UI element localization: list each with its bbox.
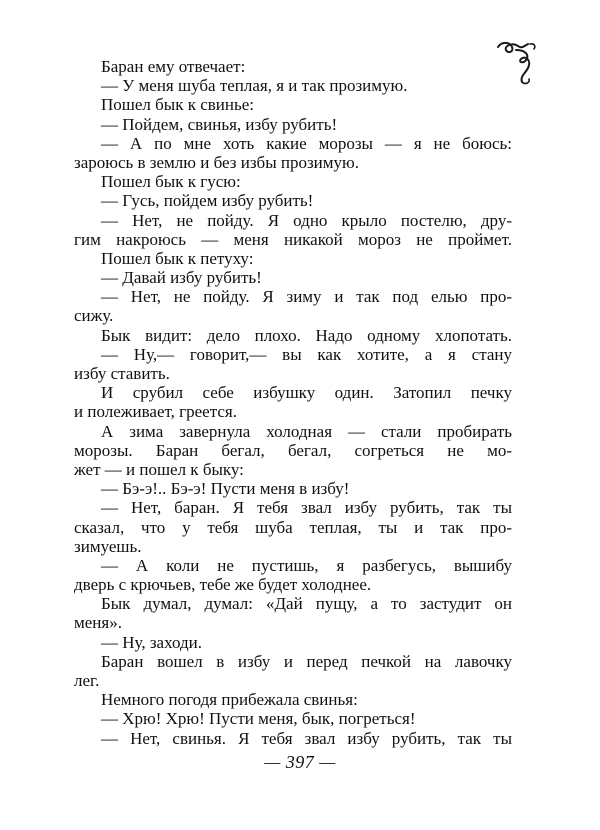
text-line: дверь с крючьев, тебе же будет холоднее. xyxy=(74,575,372,595)
text-line: зимуешь. xyxy=(74,536,142,556)
text-line: зароюсь в землю и без избы прозимую. xyxy=(74,152,359,172)
text-line: — Давай избу рубить! xyxy=(101,268,262,288)
text-line: Пошел бык к петуху: xyxy=(101,248,254,268)
text-line: лег. xyxy=(74,671,100,690)
text-line: избу ставить. xyxy=(74,364,170,383)
text-line: — А коли не пустишь, я разбегусь, вышибу xyxy=(101,555,512,575)
text-line: морозы. Баран бегал, бегал, согреться не мо- xyxy=(74,440,512,460)
text-line: — А по мне хоть какие морозы — я не боюсь: xyxy=(101,133,512,153)
text-line: и полеживает, греется. xyxy=(74,402,237,422)
text-line: — У меня шуба теплая, я и так прозимую. xyxy=(101,76,408,96)
text-line: меня». xyxy=(74,613,122,633)
text-line: Пошел бык к свинье: xyxy=(101,95,255,115)
text-line: А зима завернула холодная — стали пробирать xyxy=(101,421,512,441)
text-line: И срубил себе избушку один. Затопил печку xyxy=(101,383,512,403)
text-line: Бык думал, думал: «Дай пущу, а то застудит он xyxy=(101,594,512,614)
story-text xyxy=(74,57,512,748)
text-line: — Хрю! Хрю! Пусти меня, бык, погреться! xyxy=(101,709,416,729)
text-line: сижу. xyxy=(74,306,114,326)
text-line: — Нет, баран. Я тебя звал избу рубить, так ты xyxy=(101,498,512,518)
text-line: — Ну,— говорит,— вы как хотите, а я стану xyxy=(101,344,512,364)
text-line: — Пойдем, свинья, избу рубить! xyxy=(101,114,338,134)
text-line: Бык видит: дело плохо. Надо одному хлопотать. xyxy=(101,325,512,345)
text-line: — Нет, не пойду. Я одно крыло постелю, дру- xyxy=(101,210,512,230)
text-line: сказал, что у тебя шуба теплая, ты и так про- xyxy=(74,517,512,537)
text-line: Немного погодя прибежала свинья: xyxy=(101,690,358,710)
page-number: — 397 — xyxy=(264,752,336,772)
text-line: гим накроюсь — меня никакой мороз не проймет. xyxy=(74,229,512,249)
text-line: — Бэ-э!.. Бэ-э! Пусти меня в избу! xyxy=(101,479,350,499)
text-line: Баран ему отвечает: xyxy=(101,57,246,76)
text-line: Баран вошел в избу и перед печкой на лавочку xyxy=(101,651,512,671)
text-line: — Гусь, пойдем избу рубить! xyxy=(101,191,314,211)
text-line: — Ну, заходи. xyxy=(101,632,202,652)
text-line: — Нет, свинья. Я тебя звал избу рубить, так ты xyxy=(101,728,512,748)
text-line: — Нет, не пойду. Я зиму и так под елью про- xyxy=(101,287,512,307)
text-line: Пошел бык к гусю: xyxy=(101,172,241,192)
text-line: жет — и пошел к быку: xyxy=(74,459,244,479)
